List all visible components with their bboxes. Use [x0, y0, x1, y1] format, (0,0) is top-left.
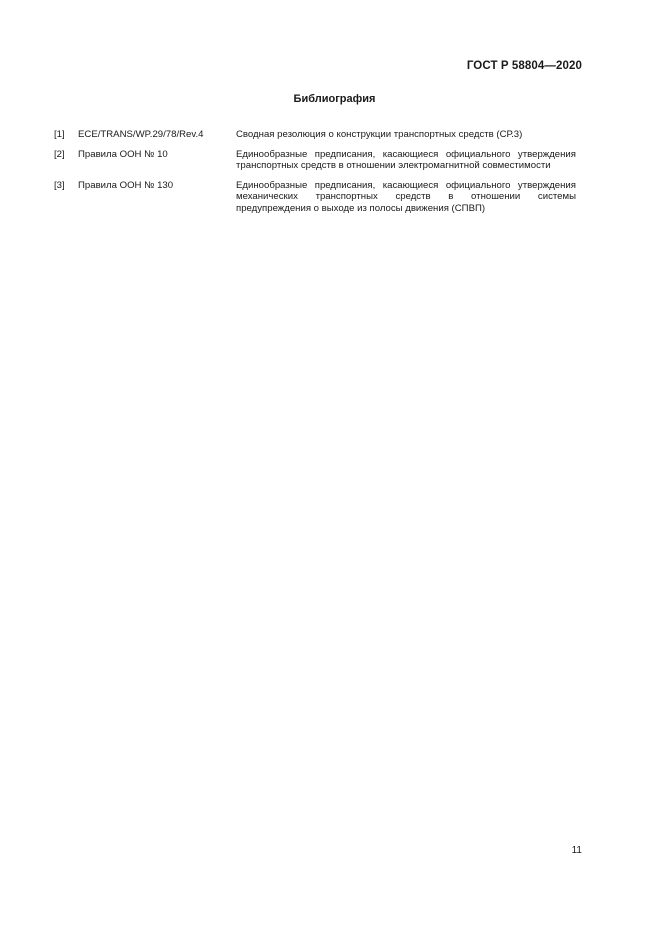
page-number: 11 [571, 845, 582, 856]
bibliography-list [54, 129, 589, 223]
entry-number: [1] [54, 129, 65, 140]
bibliography-entry [54, 180, 589, 215]
entry-source: Правила ООН № 130 [78, 179, 174, 191]
entry-source: ECE/TRANS/WP.29/78/Rev.4 [78, 129, 204, 140]
standard-code: ГОСТ Р 58804—2020 [466, 60, 582, 72]
entry-source: Правила ООН № 10 [78, 148, 168, 160]
entry-number: [2] [54, 148, 65, 160]
bibliography-entry [54, 149, 589, 172]
bibliography-title: Библиография [293, 93, 376, 105]
entry-description: Единообразные предписания, касающиеся официального утверждения транспортных средств в отношении электромагнитной совместимости [236, 148, 576, 172]
entry-number: [3] [54, 179, 65, 191]
bibliography-entry [54, 129, 589, 141]
entry-description: Единообразные предписания, касающиеся официального утверждения механических транспортных средств в отношении системы предупреждения о выходе из полосы движения (СПВП) [236, 179, 576, 214]
entry-description: Сводная резолюция о конструкции транспортных средств (СР.3) [236, 129, 523, 140]
